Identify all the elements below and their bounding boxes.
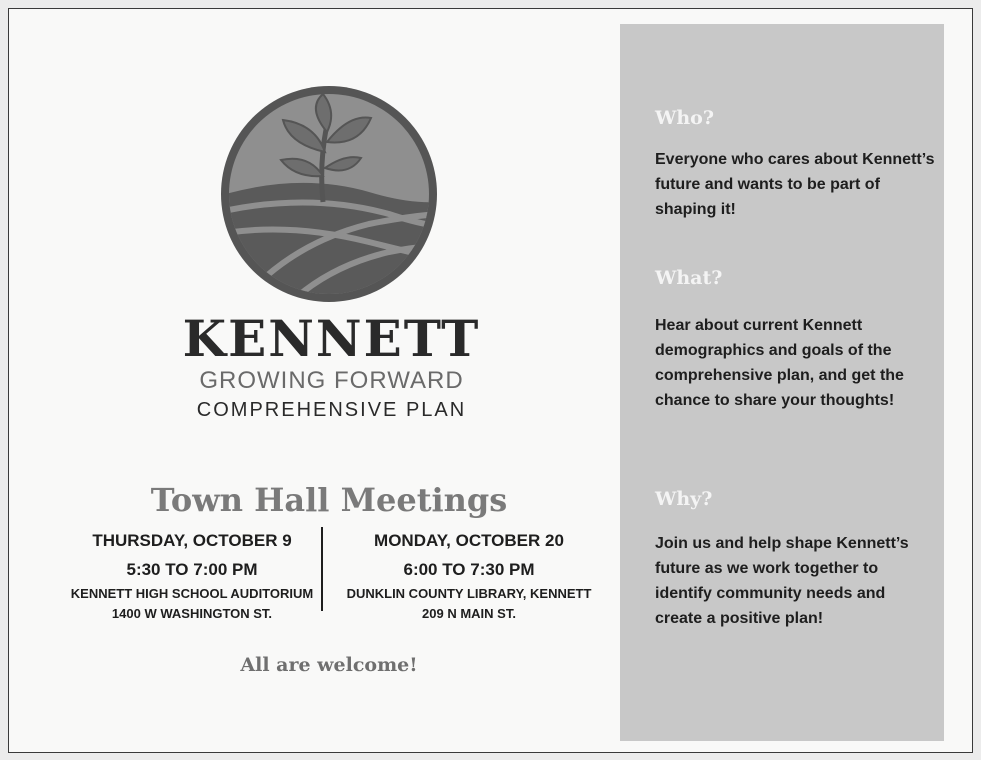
welcome-text: All are welcome! [240, 654, 418, 676]
event-card [57, 531, 327, 621]
logo-fields [219, 183, 439, 304]
info-panel [620, 24, 944, 741]
why-text: Join us and help shape Kennett’s future as we work together to identify community needs and create a positive plan! [655, 535, 909, 627]
who-heading: Who? [655, 107, 714, 129]
event-time: 6:00 TO 7:30 PM [403, 560, 535, 579]
event-address: 209 N MAIN ST. [422, 606, 516, 621]
event-day: THURSDAY, OCTOBER 9 [92, 531, 292, 550]
meetings-title: Town Hall Meetings [150, 481, 508, 519]
event-place: KENNETT HIGH SCHOOL AUDITORIUM [70, 586, 314, 601]
what-heading: What? [655, 267, 723, 289]
brand-name: KENNETT [182, 309, 481, 368]
event-address: 1400 W WASHINGTON ST. [111, 606, 273, 621]
who-text: Everyone who cares about Kennett’s future and wants to be part of shaping it! [655, 151, 935, 218]
event-card [334, 531, 604, 621]
event-place: DUNKLIN COUNTY LIBRARY, KENNETT [346, 586, 592, 601]
brand-subtitle: COMPREHENSIVE PLAN [196, 399, 467, 421]
event-day: MONDAY, OCTOBER 20 [374, 531, 564, 550]
event-divider [321, 527, 323, 611]
event-time: 5:30 TO 7:00 PM [126, 560, 258, 579]
kennett-logo [219, 84, 439, 304]
flyer-sheet [8, 8, 973, 753]
why-heading: Why? [655, 488, 713, 510]
what-text: Hear about current Kennett demographics and goals of the comprehensive plan, and get the chance to share your thoughts! [655, 317, 904, 409]
brand-tagline: GROWING FORWARD [199, 367, 464, 394]
